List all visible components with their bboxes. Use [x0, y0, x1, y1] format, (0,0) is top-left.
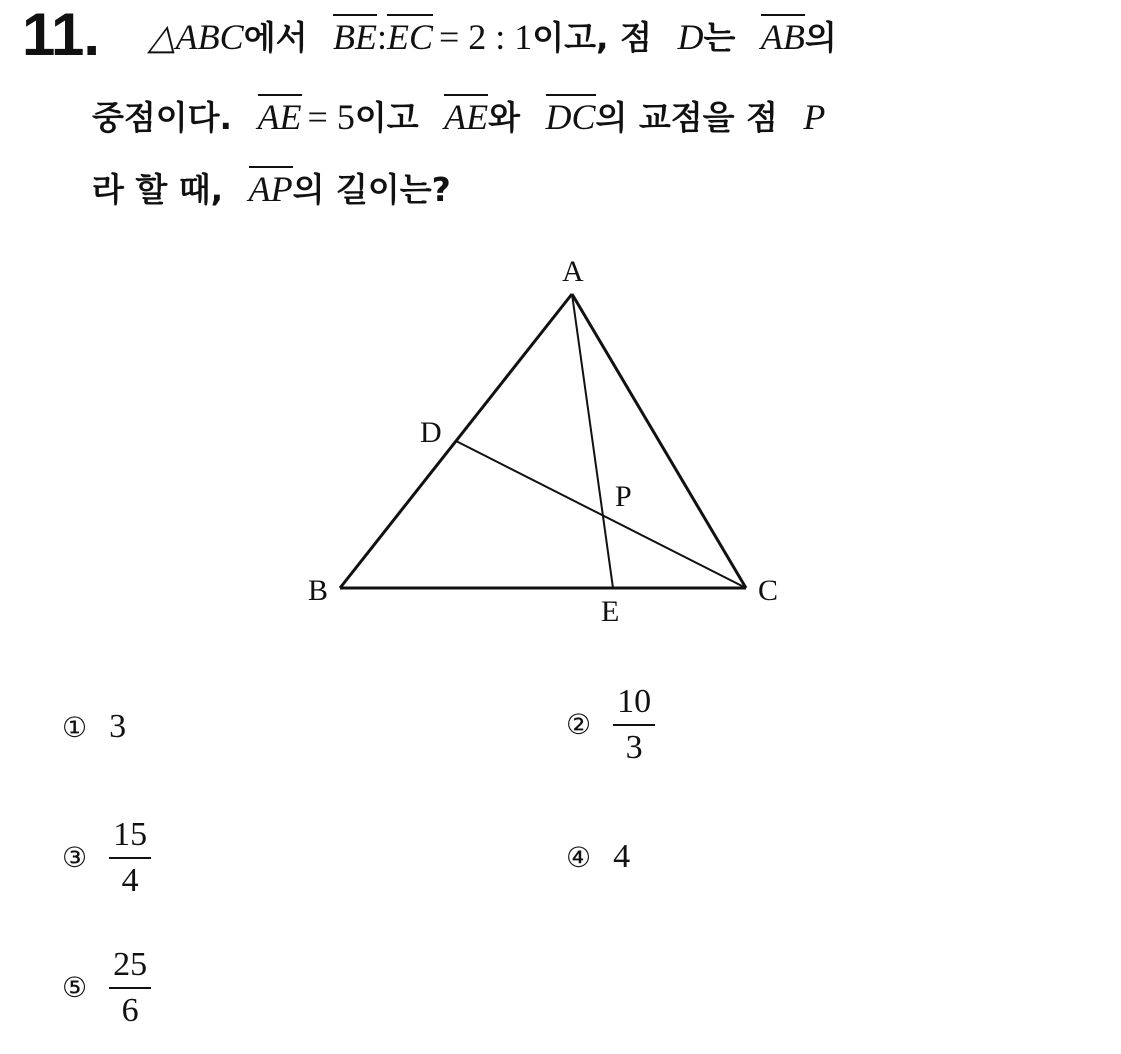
denominator: 3 — [625, 728, 643, 766]
segment-dc: DC — [546, 94, 596, 137]
choice-marker: ② — [566, 708, 592, 742]
text-fragment: 의 — [804, 18, 837, 57]
point-d: D — [677, 17, 704, 57]
denominator: 4 — [121, 861, 139, 899]
label-a: A — [562, 255, 584, 288]
segment-ae-2: AE — [444, 94, 488, 137]
segment-ab: AB — [761, 14, 805, 57]
text-fragment: 라 할 때, — [92, 170, 224, 209]
text-fragment: 이고 — [354, 98, 419, 137]
numerator: 25 — [109, 947, 151, 989]
length-value: = 5 — [307, 97, 355, 137]
label-b: B — [308, 574, 329, 607]
label-p: P — [615, 480, 632, 513]
text-fragment: 의 길이는? — [292, 170, 451, 209]
segment-ec: EC — [387, 14, 433, 57]
fraction — [613, 684, 655, 765]
text-fragment: 는 — [703, 18, 736, 57]
choice-value: 3 — [109, 708, 127, 745]
choice-marker: ⑤ — [62, 971, 88, 1005]
fraction — [109, 817, 151, 898]
choice-4[interactable] — [566, 838, 630, 876]
choice-marker: ③ — [62, 841, 88, 875]
choice-marker: ④ — [566, 840, 592, 874]
choice-marker: ① — [62, 710, 88, 744]
text-fragment: 에서 — [243, 18, 308, 57]
choice-5[interactable] — [62, 947, 151, 1028]
text-fragment: 중점이다. — [92, 98, 233, 137]
denominator: 6 — [121, 991, 139, 1029]
choice-2[interactable] — [566, 684, 655, 765]
segment-ae-line — [572, 294, 613, 588]
ratio-colon: : — [376, 17, 387, 57]
text-fragment: 의 교점을 점 — [595, 98, 778, 137]
choice-3[interactable] — [62, 817, 151, 898]
numerator: 10 — [613, 684, 655, 726]
question-number: 11. — [22, 1, 100, 68]
point-p: P — [803, 97, 826, 137]
ratio-value: = 2 : 1 — [438, 17, 533, 57]
segment-be: BE — [333, 14, 377, 57]
choice-value: 4 — [613, 838, 631, 875]
triangle-abc: △ABC — [148, 17, 244, 57]
label-d: D — [420, 416, 442, 449]
numerator: 15 — [109, 817, 151, 859]
segment-ap: AP — [249, 166, 293, 209]
text-fragment: 이고, 점 — [532, 18, 652, 57]
label-e: E — [601, 595, 620, 628]
text-fragment: 와 — [488, 98, 520, 137]
label-c: C — [758, 574, 779, 607]
segment-ae: AE — [258, 94, 302, 137]
choice-1[interactable] — [62, 708, 126, 746]
fraction — [109, 947, 151, 1028]
